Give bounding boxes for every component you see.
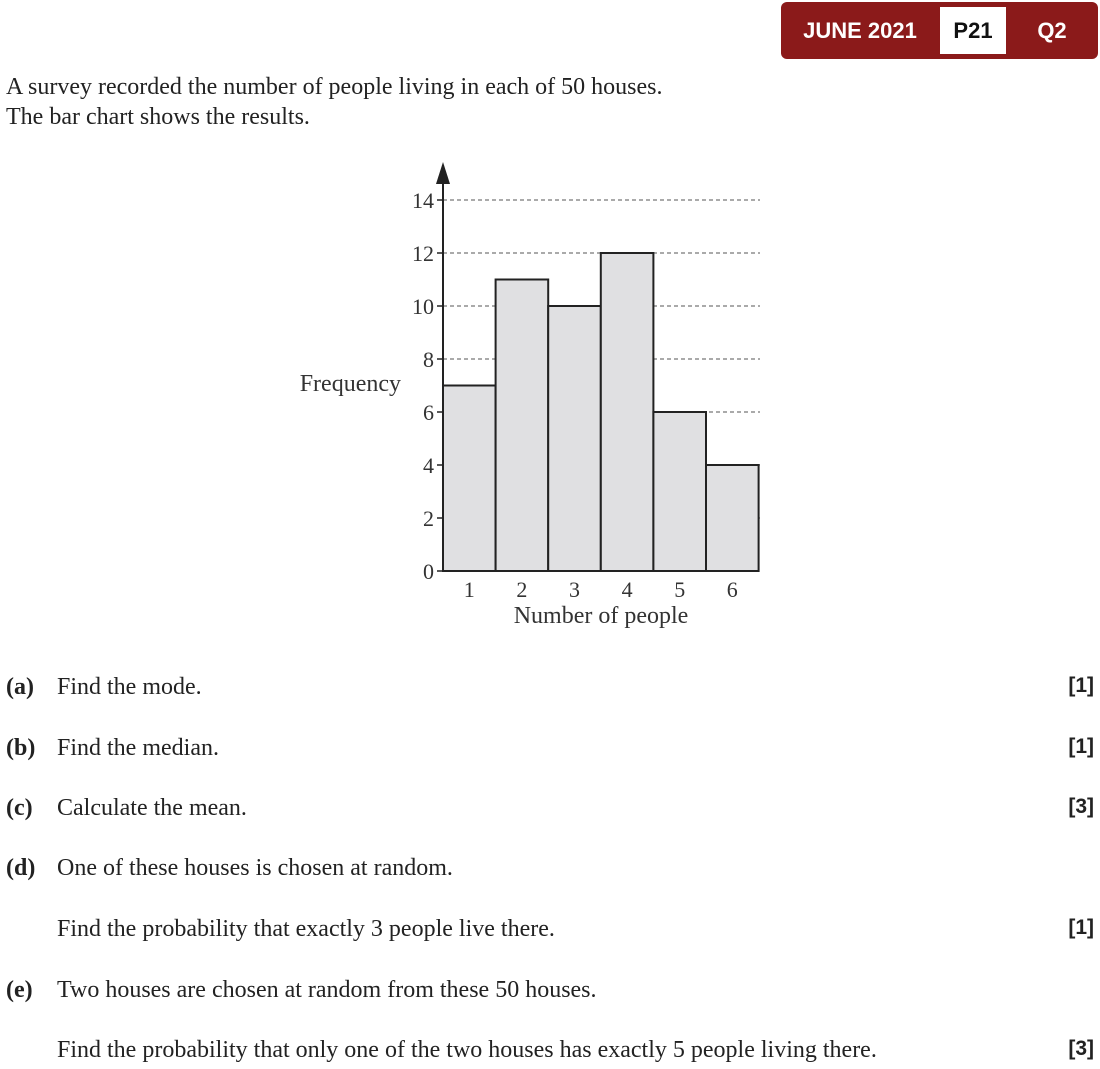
intro-line-1: A survey recorded the number of people living in each of 50 houses. — [6, 74, 663, 100]
x-tick-label: 1 — [463, 577, 475, 602]
question-text: Find the probability that exactly 3 people live there. — [57, 916, 555, 942]
question-marks: [3] — [1068, 795, 1094, 818]
paper-code: P21 — [940, 7, 1006, 54]
question-label: (a) — [6, 674, 34, 700]
x-tick-label: 3 — [569, 577, 580, 602]
y-tick-label: 0 — [423, 559, 434, 584]
y-axis-label: Frequency — [299, 371, 401, 397]
bar — [548, 306, 601, 571]
question-text: Find the mode. — [57, 674, 202, 700]
bar — [706, 465, 759, 571]
bar — [653, 412, 706, 571]
y-tick-label: 10 — [412, 294, 434, 319]
intro-line-2: The bar chart shows the results. — [6, 104, 310, 130]
question-marks: [3] — [1068, 1037, 1094, 1060]
question-text: Calculate the mean. — [57, 795, 247, 821]
y-tick-label: 12 — [412, 241, 434, 266]
x-tick-label: 2 — [516, 577, 528, 602]
y-tick-label: 6 — [423, 400, 434, 425]
exam-date: JUNE 2021 — [803, 18, 917, 43]
question-number: Q2 — [1037, 18, 1067, 43]
question-text: Find the median. — [57, 735, 219, 761]
question-label: (e) — [6, 977, 33, 1003]
y-tick-label: 2 — [423, 506, 434, 531]
question-label: (b) — [6, 735, 36, 761]
y-tick-label: 4 — [423, 453, 434, 478]
question-label: (d) — [6, 855, 36, 881]
question-marks: [1] — [1068, 735, 1094, 758]
x-axis-label: Number of people — [513, 603, 689, 629]
x-tick-label: 6 — [726, 577, 738, 602]
question-text: One of these houses is chosen at random. — [57, 855, 453, 881]
question-text: Find the probability that only one of the two houses has exactly 5 people living there. — [57, 1037, 877, 1063]
x-tick-label: 5 — [674, 577, 686, 602]
question-marks: [1] — [1068, 916, 1094, 939]
x-tick-label: 4 — [621, 577, 633, 602]
question-label: (c) — [6, 795, 33, 821]
bar — [443, 386, 496, 572]
question-marks: [1] — [1068, 674, 1094, 697]
question-text: Two houses are chosen at random from these 50 houses. — [57, 977, 597, 1003]
bar — [601, 253, 654, 571]
y-tick-label: 8 — [423, 347, 434, 372]
y-axis-arrow — [436, 162, 450, 184]
y-tick-label: 14 — [412, 188, 434, 213]
bar — [496, 280, 549, 572]
